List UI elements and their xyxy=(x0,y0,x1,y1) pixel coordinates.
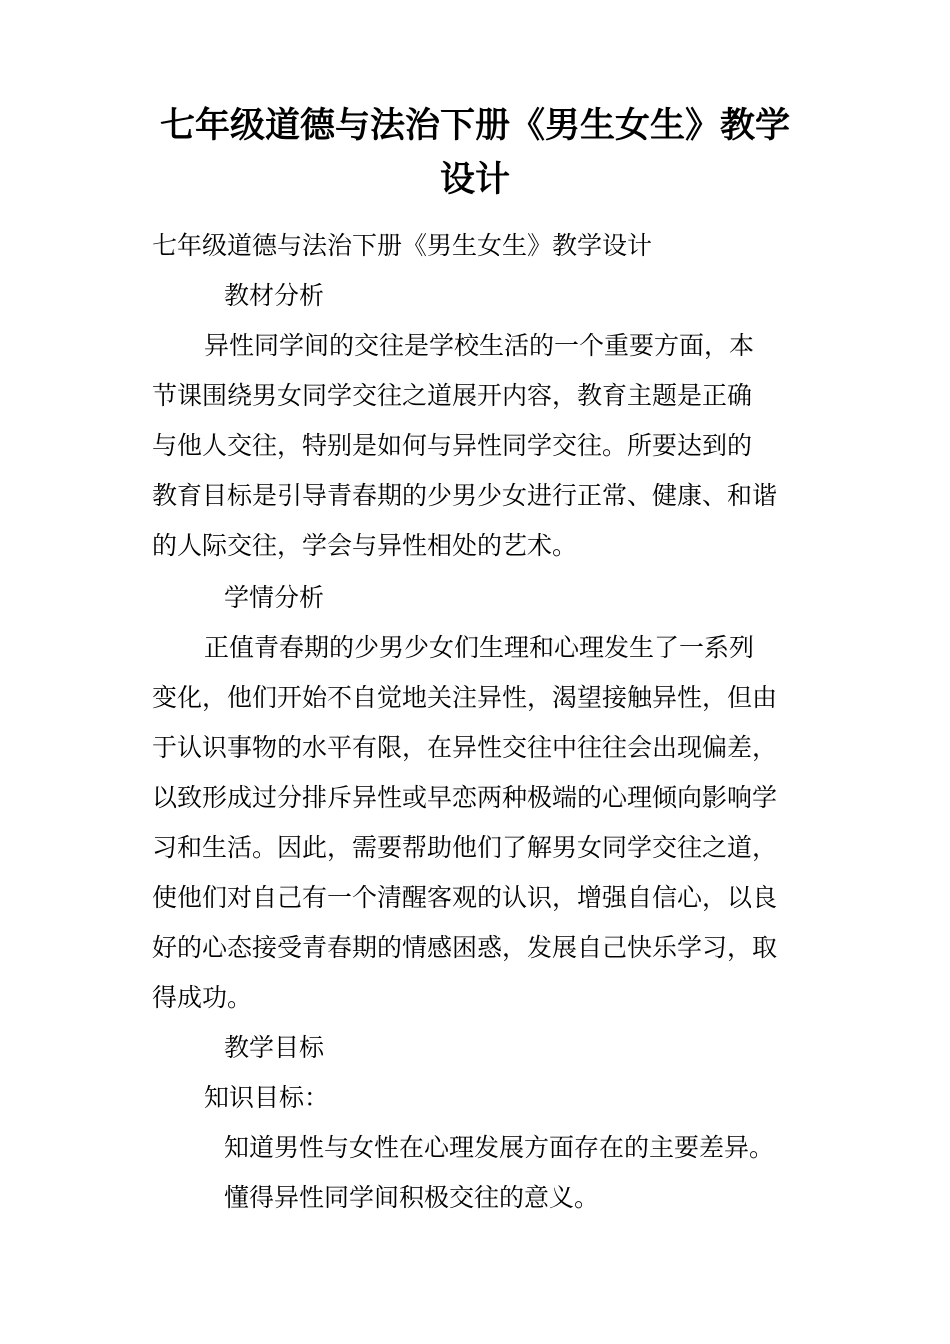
paragraph-line: 教育目标是引导青春期的少男少女进行正常、健康、和谐 xyxy=(152,481,778,510)
knowledge-goals-label: 知识目标： xyxy=(204,1083,330,1112)
section-heading-student-analysis: 学情分析 xyxy=(224,583,325,612)
paragraph-line: 以致形成过分排斥异性或早恋两种极端的心理倾向影响学 xyxy=(152,783,778,812)
paragraph-line: 节课围绕男女同学交往之道展开内容，教育主题是正确 xyxy=(152,381,753,410)
paragraph-line: 变化，他们开始不自觉地关注异性，渴望接触异性，但由 xyxy=(152,683,778,712)
document-title-line-1: 七年级道德与法治下册《男生女生》教学 xyxy=(159,106,790,146)
knowledge-goal-item: 知道男性与女性在心理发展方面存在的主要差异。 xyxy=(224,1133,775,1162)
paragraph-line: 得成功。 xyxy=(152,983,253,1012)
paragraph-line: 于认识事物的水平有限，在异性交往中往往会出现偏差， xyxy=(152,733,778,762)
document-title-line-2: 设计 xyxy=(439,160,510,200)
document-subtitle: 七年级道德与法治下册《男生女生》教学设计 xyxy=(152,231,653,260)
paragraph-line: 使他们对自己有一个清醒客观的认识，增强自信心，以良 xyxy=(152,883,778,912)
knowledge-goal-item: 懂得异性同学间积极交往的意义。 xyxy=(224,1183,600,1212)
paragraph-line: 的人际交往，学会与异性相处的艺术。 xyxy=(152,531,578,560)
section-heading-textbook-analysis: 教材分析 xyxy=(224,281,325,310)
paragraph-line: 好的心态接受青春期的情感困惑，发展自己快乐学习，取 xyxy=(152,933,778,962)
section-heading-teaching-goals: 教学目标 xyxy=(224,1033,325,1062)
paragraph-line: 习和生活。因此，需要帮助他们了解男女同学交往之道， xyxy=(152,833,778,862)
paragraph-line: 正值青春期的少男少女们生理和心理发生了一系列 xyxy=(204,633,755,662)
paragraph-line: 与他人交往，特别是如何与异性同学交往。所要达到的 xyxy=(152,431,753,460)
paragraph-line: 异性同学间的交往是学校生活的一个重要方面，本 xyxy=(204,331,755,360)
